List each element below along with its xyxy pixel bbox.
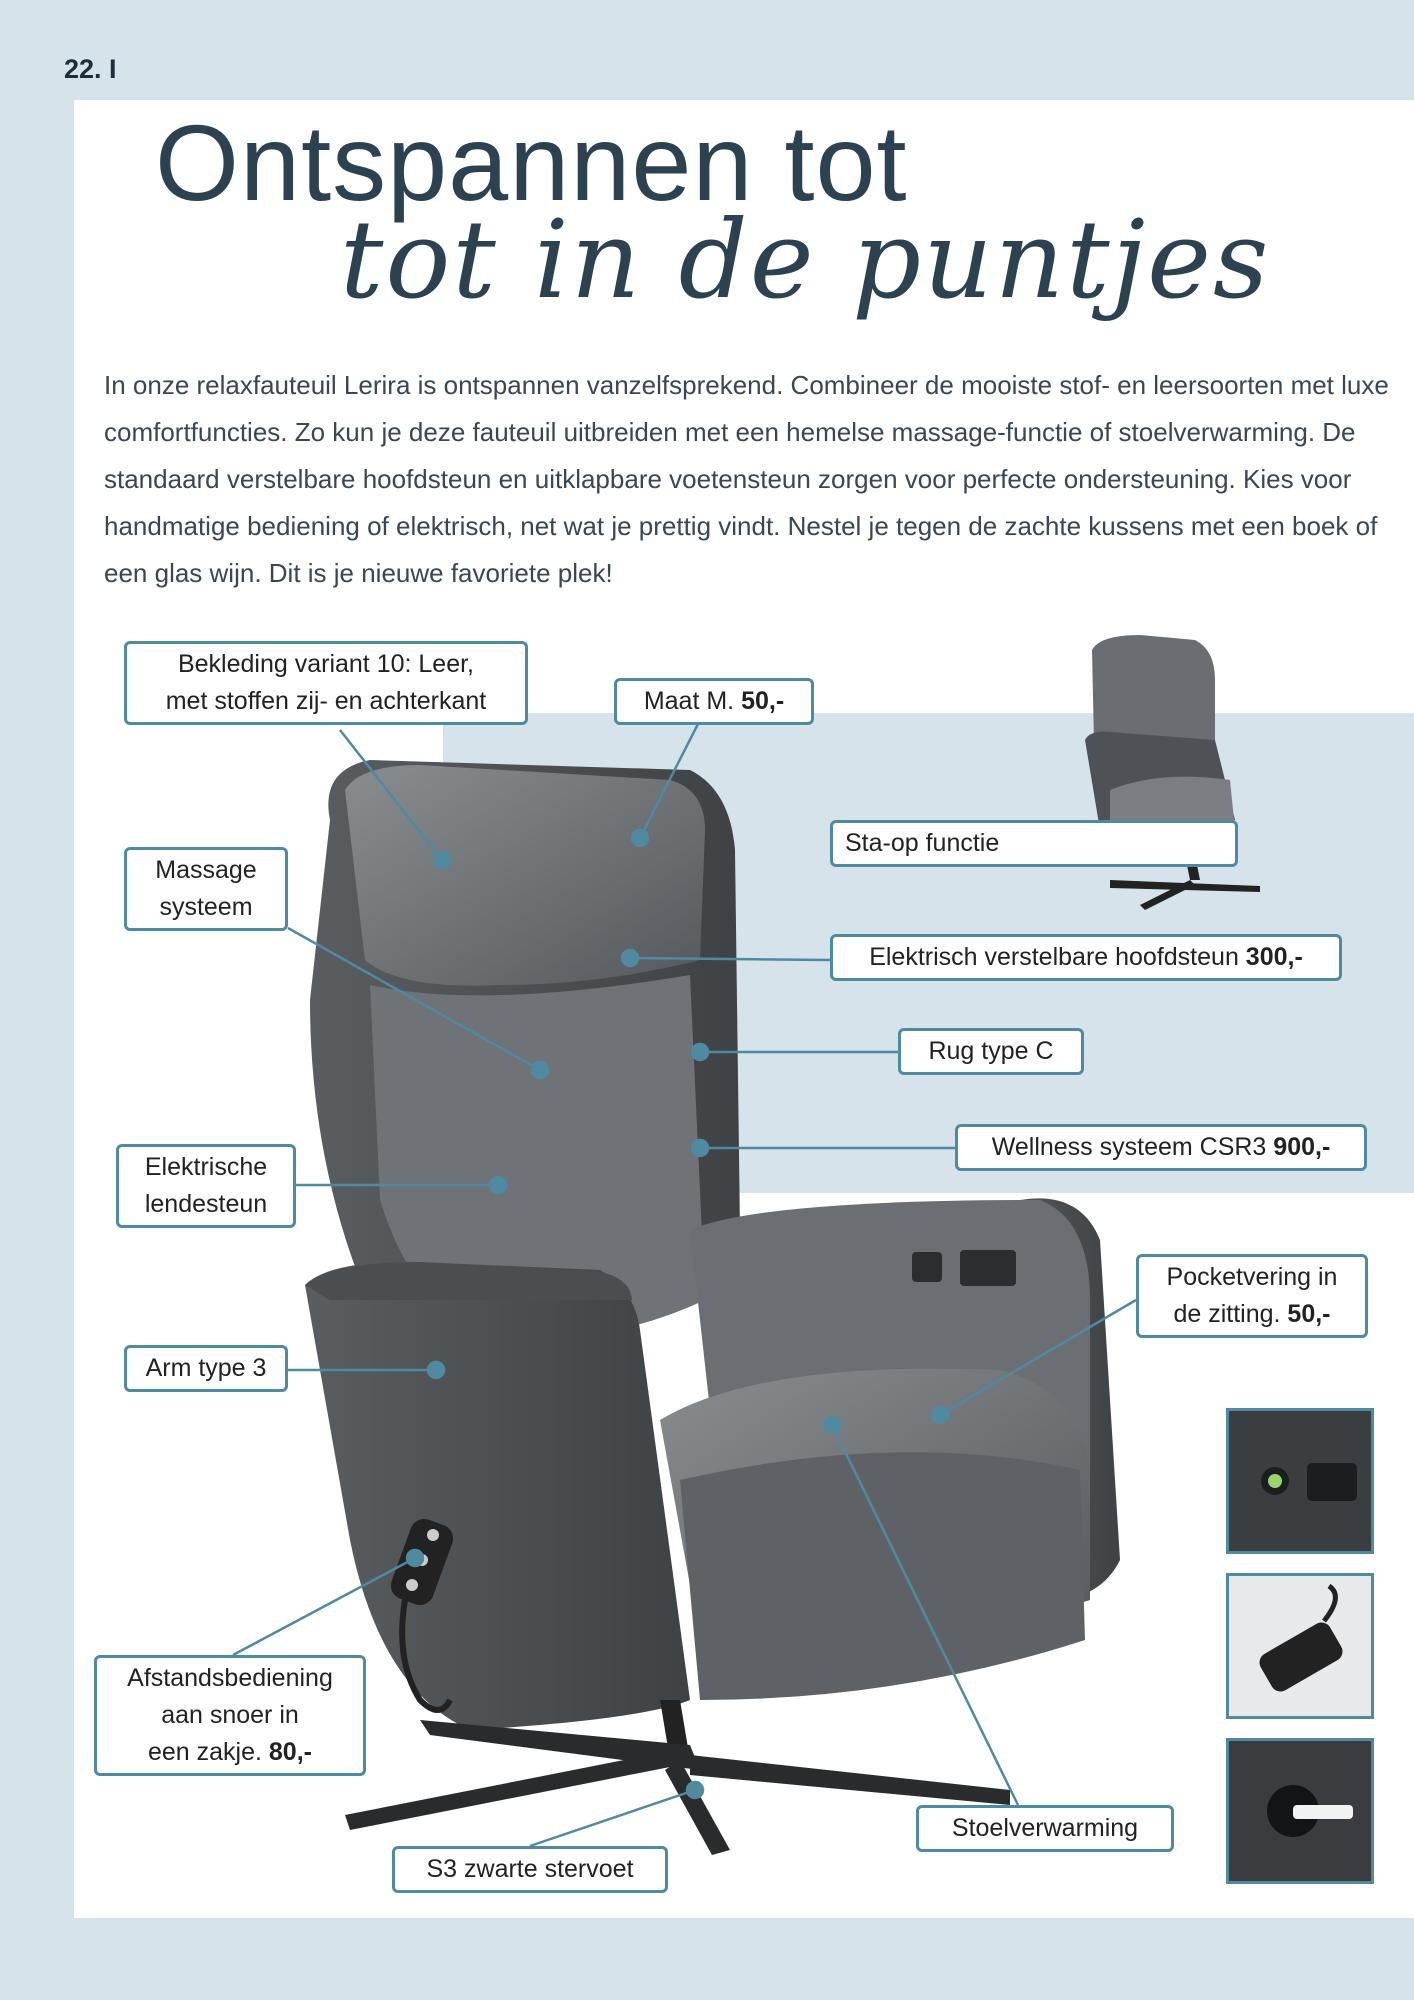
- callout-stervoet: S3 zwarte stervoet: [392, 1846, 668, 1893]
- callout-pocketvering: Pocketvering in de zitting. 50,-: [1136, 1254, 1368, 1338]
- usb-port: [912, 1252, 942, 1282]
- sta-op-chair-image: [1085, 635, 1260, 910]
- intro-paragraph: In onze relaxfauteuil Lerira is ontspannen vanzelfsprekend. Combineer de mooiste stof- en leersoorten met luxe comfortfuncties. Zo kun je deze fauteuil uitbreiden met een hemelse massage-functie of stoelverwarming. De standaard verstelbare hoofdsteun en uitklapbare voetensteun zorgen voor perfecte ondersteuning. Kies voor handmatige bediening of elektrisch, net wat je prettig vindt. Nestel je tegen de zachte kussens met een boek of een glas wijn. Dit is je nieuwe favoriete plek!: [104, 370, 1389, 588]
- callout-wellness: Wellness systeem CSR3 900,-: [955, 1124, 1367, 1171]
- thumbnail-remote: [1226, 1573, 1374, 1719]
- thumbnail-usb-ports: [1226, 1408, 1374, 1554]
- headrest: [345, 765, 705, 986]
- callout-arm: Arm type 3: [124, 1345, 288, 1392]
- callout-lendesteun: Elektrische lendesteun: [116, 1144, 296, 1228]
- callout-massage: Massage systeem: [124, 847, 288, 931]
- callout-hoofdsteun: Elektrisch verstelbare hoofdsteun 300,-: [830, 934, 1342, 981]
- thumbnail-heating-plug: [1226, 1738, 1374, 1884]
- seat-front: [680, 1452, 1085, 1700]
- title-line-1: Ontspannen tot: [155, 102, 908, 223]
- page-number: 22. I: [64, 54, 117, 84]
- power-port: [960, 1250, 1016, 1286]
- callout-rug: Rug type C: [898, 1028, 1084, 1075]
- callout-bekleding: Bekleding variant 10: Leer, met stoffen zij- en achterkant: [124, 641, 528, 725]
- callout-maat: Maat M. 50,-: [614, 678, 814, 725]
- callout-sta-op: Sta-op functie: [830, 820, 1238, 867]
- callout-afstandsbediening: Afstandsbediening aan snoer in een zakje. 80,-: [94, 1655, 366, 1776]
- callout-stoelverwarming: Stoelverwarming: [916, 1805, 1174, 1852]
- title-line-2-script: tot in de puntjes: [340, 198, 1271, 323]
